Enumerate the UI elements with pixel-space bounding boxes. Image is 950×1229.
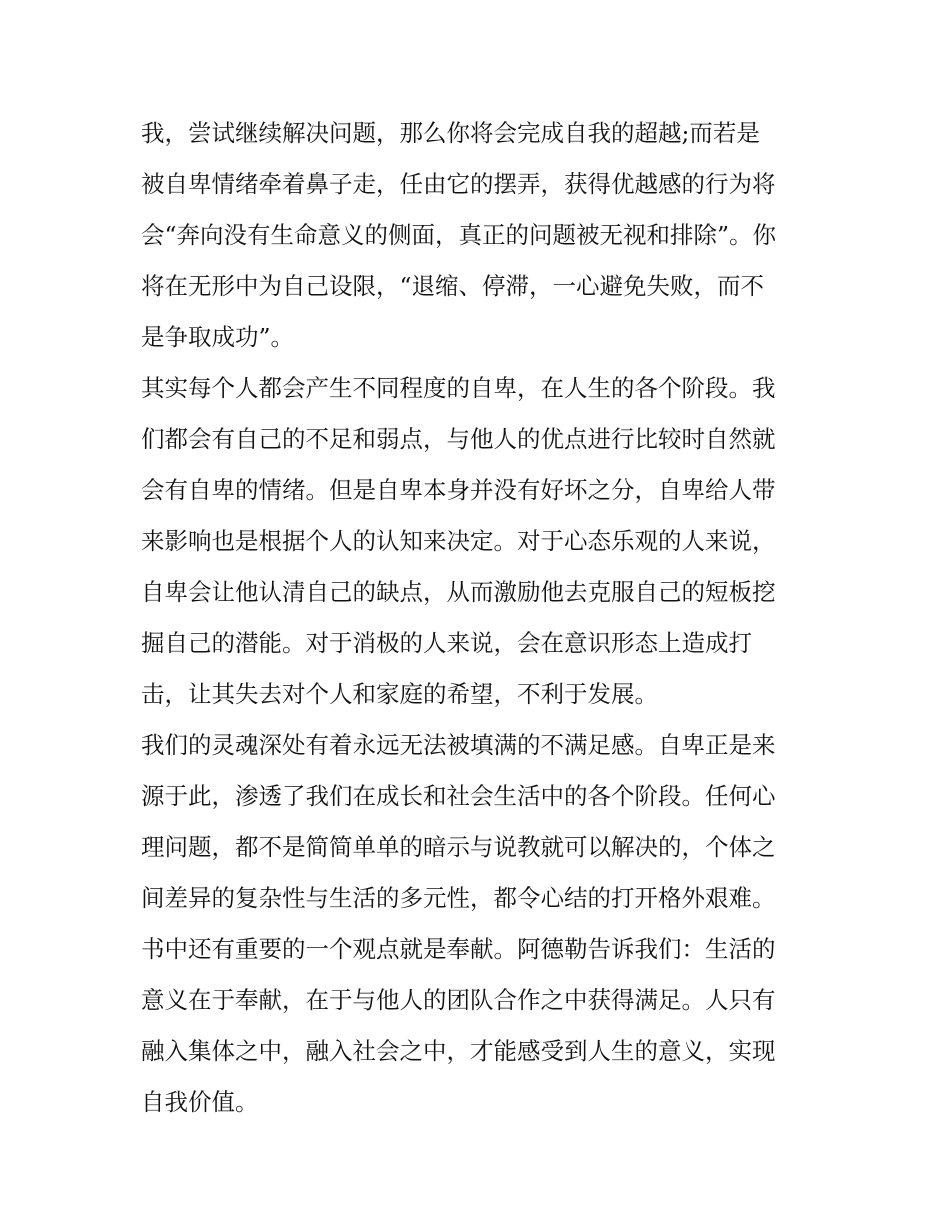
text-line: 意义在于奉献，在于与他人的团队合作之中获得满足。人只有 — [141, 986, 776, 1014]
text-line: 来影响也是根据个人的认知来决定。对于心态乐观的人来说， — [141, 527, 776, 555]
paragraph — [141, 363, 813, 720]
text-line: 被自卑情绪牵着鼻子走，任由它的摆弄，获得优越感的行为将 — [141, 170, 776, 198]
text-line: 间差异的复杂性与生活的多元性，都令心结的打开格外艰难。 — [141, 884, 776, 912]
text-line: 其实每个人都会产生不同程度的自卑，在人生的各个阶段。我 — [141, 374, 776, 402]
text-line: 我们的灵魂深处有着永远无法被填满的不满足感。自卑正是来 — [141, 731, 776, 759]
document-body — [141, 108, 813, 1128]
text-line: 自卑会让他认清自己的缺点，从而激励他去克服自己的短板挖 — [141, 578, 776, 606]
text-line: 掘自己的潜能。对于消极的人来说，会在意识形态上造成打 — [141, 629, 752, 657]
text-line: 我，尝试继续解决问题，那么你将会完成自我的超越;而若是 — [141, 119, 760, 147]
text-line: 书中还有重要的一个观点就是奉献。阿德勒告诉我们：生活的 — [141, 935, 776, 963]
text-line: 击，让其失去对个人和家庭的希望，不利于发展。 — [141, 680, 658, 708]
paragraph — [141, 108, 813, 363]
text-line: 将在无形中为自己设限，“退缩、停滞，一心避免失败，而不 — [141, 272, 765, 300]
text-line: 理问题，都不是简简单单的暗示与说教就可以解决的，个体之 — [141, 833, 776, 861]
text-line: 会有自卑的情绪。但是自卑本身并没有好坏之分，自卑给人带 — [141, 476, 776, 504]
paragraph — [141, 720, 813, 924]
text-line: 自我价值。 — [141, 1088, 259, 1116]
text-line: 源于此，渗透了我们在成长和社会生活中的各个阶段。任何心 — [141, 782, 776, 810]
text-line: 会“奔向没有生命意义的侧面，真正的问题被无视和排除”。你 — [141, 221, 777, 249]
text-line: 们都会有自己的不足和弱点，与他人的优点进行比较时自然就 — [141, 425, 776, 453]
paragraph — [141, 924, 813, 1128]
text-line: 是争取成功”。 — [141, 323, 295, 351]
text-line: 融入集体之中，融入社会之中，才能感受到人生的意义，实现 — [141, 1037, 776, 1065]
